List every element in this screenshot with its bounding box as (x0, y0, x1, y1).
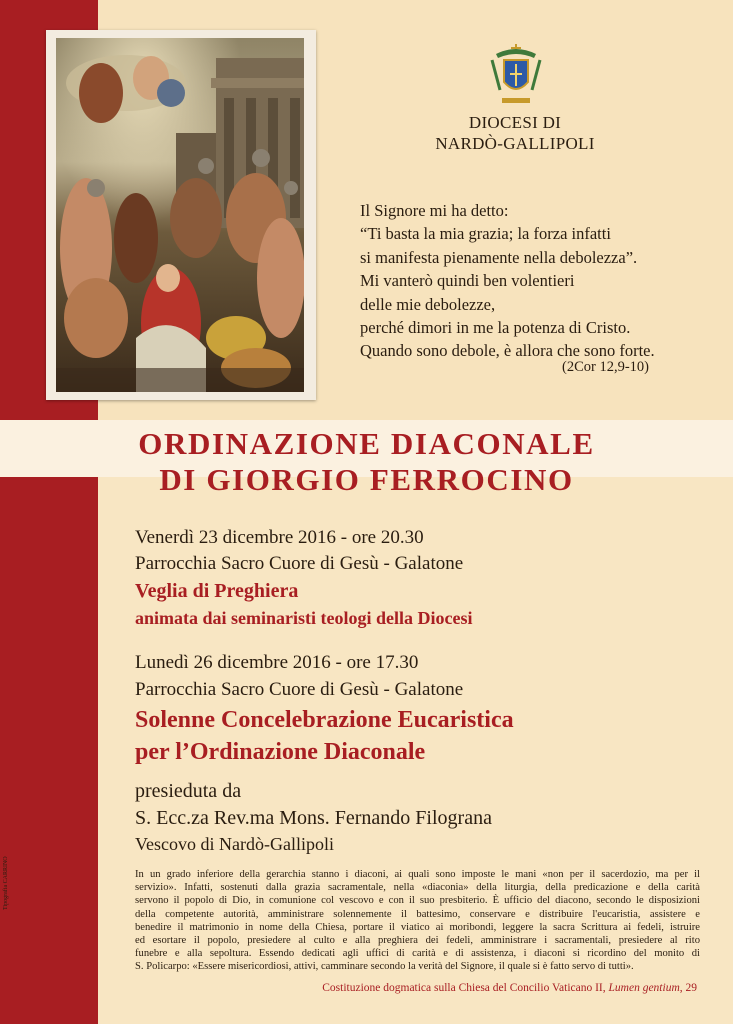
diocese-line-2: NARDÒ-GALLIPOLI (435, 134, 595, 153)
painting-frame (46, 30, 316, 400)
excerpt-line: servono il popolo di Dio, in comunione col vescovo e con il suo presbiterio. È ufficio del diacono, secondo le disposizioni (135, 895, 700, 907)
celebrant-name: S. Ecc.za Rev.ma Mons. Fernando Filograna (135, 807, 492, 829)
excerpt-line: della competente autorità, amministrare solennemente il battesimo, conservare e distribuire l'eucaristia, assistere e (135, 908, 700, 920)
source-title: Lumen gentium (608, 982, 680, 994)
excerpt-source (322, 982, 697, 994)
quote-line: perché dimori in me la potenza di Cristo. (360, 318, 631, 338)
excerpt-line: In un grado inferiore della gerarchia stanno i diaconi, ai quali sono imposte le mani «non per il sacerdozio, ma per il (135, 869, 700, 880)
quote-line: Il Signore mi ha detto: (360, 201, 509, 220)
main-title-line-2: DI GIORGIO FERROCINO (159, 462, 574, 497)
printer-credit: Tipografia CARRINO (3, 856, 9, 910)
main-title-line-1: ORDINAZIONE DIACONALE (138, 426, 595, 461)
quote-line: Quando sono debole, è allora che sono forte. (360, 341, 655, 361)
celebrant-role: Vescovo di Nardò-Gallipoli (135, 834, 334, 854)
quote-line: si manifesta pienamente nella debolezza”. (360, 247, 638, 267)
excerpt-line: funebre e alla sepoltura. Essendo dedicati agli uffici di carità e di assistenza, i diaconi si ricordino del monito di (135, 948, 700, 960)
painting-stoning-of-saint-stephen (56, 38, 304, 392)
event1-subtitle: animata dai seminaristi teologi della Diocesi (135, 608, 473, 628)
event2-place: Parrocchia Sacro Cuore di Gesù - Galatone (135, 679, 464, 700)
quote-line: delle mie debolezze, (360, 294, 496, 314)
scripture-quote (360, 199, 700, 363)
presided-by: presieduta da (135, 780, 242, 802)
event2-name-line-1: Solenne Concelebrazione Eucaristica (135, 707, 514, 733)
excerpt-line: ed esortare il popolo, presiedere al culto e alla preghiera dei fedeli, amministrare i sacramentali, presiedere al rito (135, 935, 700, 947)
excerpt-line: servizio». Infatti, sostenuti dalla grazia sacramentale, nella «diaconia» della liturgia, della predicazione e della carità (135, 882, 700, 894)
event2-name-line-2: per l’Ordinazione Diaconale (135, 739, 426, 765)
quote-line: Mi vanterò quindi ben volentieri (360, 271, 575, 291)
quote-reference: (2Cor 12,9-10) (562, 359, 649, 375)
excerpt-line: S. Policarpo: «Essere misericordiosi, attivi, camminare secondo la verità del Signore, il quale si è fatto servo di tutti». (135, 961, 634, 973)
event1-date: Venerdì 23 dicembre 2016 - ore 20.30 (135, 527, 424, 548)
source-prefix: Costituzione dogmatica sulla Chiesa del Concilio Vaticano II, (322, 982, 609, 994)
excerpt-line: benedire il matrimonio in nome della Chiesa, portare il viatico ai moribondi, leggere la sacra Scrittura ai fedeli, istruire (135, 921, 700, 933)
source-suffix: , 29 (679, 982, 697, 994)
lumen-gentium-excerpt (135, 868, 700, 974)
diocese-coat-of-arms-icon (486, 40, 546, 110)
diocese-name (400, 112, 630, 154)
event1-name: Veglia di Preghiera (135, 580, 299, 602)
event2-date: Lunedì 26 dicembre 2016 - ore 17.30 (135, 652, 419, 673)
diocese-line-1: DIOCESI DI (468, 113, 562, 132)
event1-place: Parrocchia Sacro Cuore di Gesù - Galatone (135, 553, 464, 574)
quote-line: “Ti basta la mia grazia; la forza infatti (360, 224, 611, 244)
